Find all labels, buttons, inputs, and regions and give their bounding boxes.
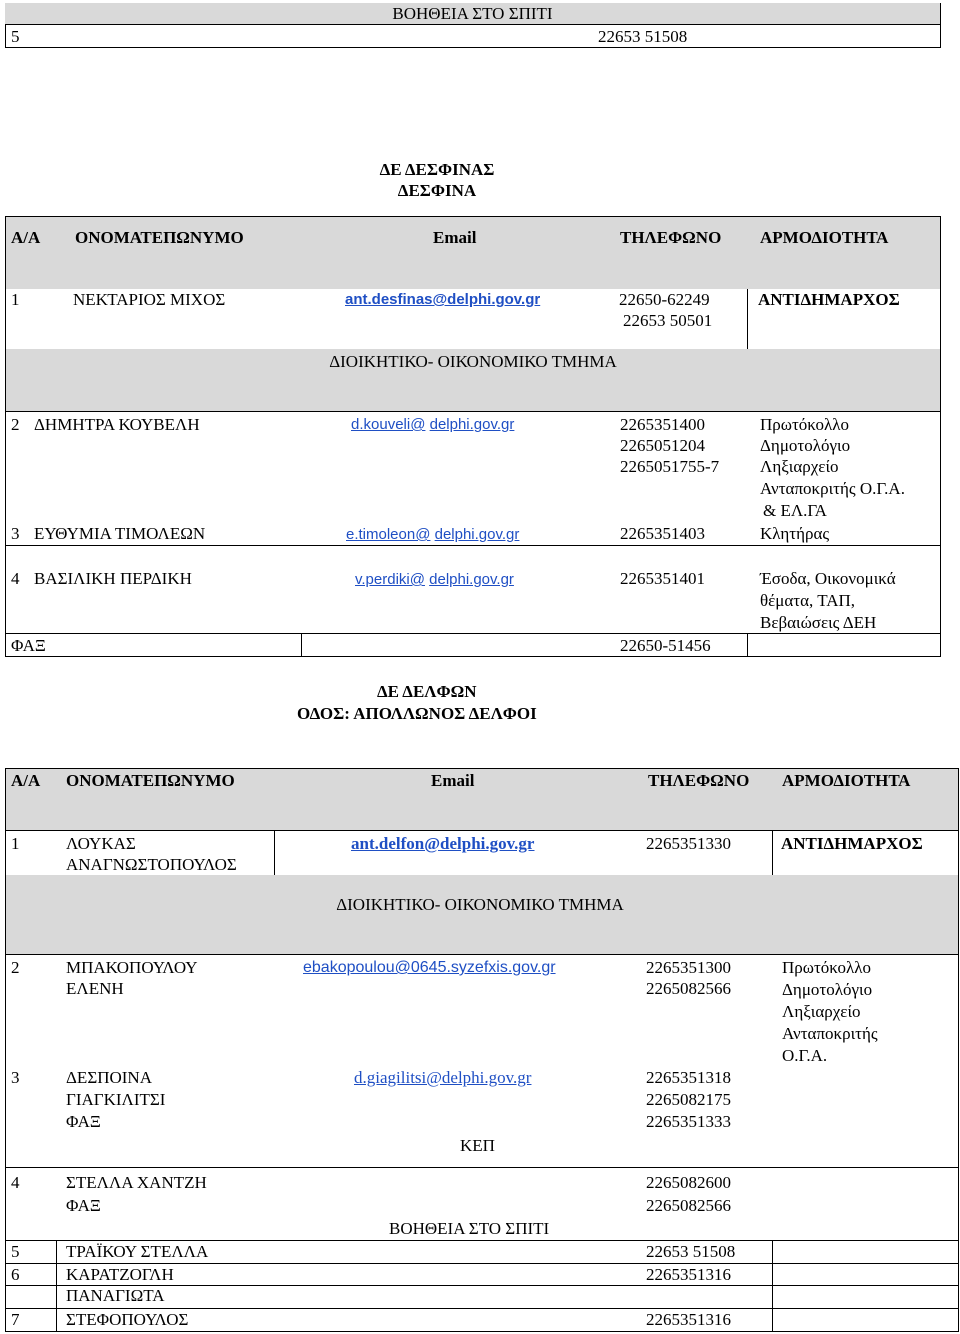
desfinas-fax-label: ΦΑΞ bbox=[11, 636, 46, 655]
desfinas-row2-role-2: Δημοτολόγιο bbox=[760, 436, 851, 455]
desfinas-row4-role-2: θέματα, ΤΑΠ, bbox=[760, 591, 856, 610]
delfon-fax2-label: ΦΑΞ bbox=[66, 1196, 101, 1215]
delfon-fax1-label: ΦΑΞ bbox=[66, 1112, 101, 1131]
delfon-row7-name: ΣΤΕΦΟΠΟΥΛΟΣ bbox=[66, 1310, 189, 1329]
delfon-row6-name-1: ΚΑΡΑΤΖΟΓΛΗ bbox=[66, 1265, 174, 1284]
desfinas-head-phone-1: 22650-62249 bbox=[619, 290, 710, 309]
delfon-row5-no: 5 bbox=[11, 1242, 20, 1261]
desfinas-row2-name: ΔΗΜΗΤΡΑ ΚΟΥΒΕΛΗ bbox=[34, 415, 200, 434]
desfinas-row2-role-5: & ΕΛ.ΓΑ bbox=[763, 501, 827, 520]
desfinas-row4-role-1: Έσοδα, Οικονομικά bbox=[760, 569, 896, 588]
desfinas-row2-email-user-link[interactable]: d.kouveli@ bbox=[351, 416, 426, 433]
delfon-head-name-1: ΛΟΥΚΑΣ bbox=[66, 834, 136, 853]
desfinas-head-email-link[interactable]: ant.desfinas@delphi.gov.gr bbox=[345, 291, 541, 308]
delfon-head-no: 1 bbox=[11, 834, 20, 853]
desfinas-row3-no: 3 bbox=[11, 524, 20, 543]
delfon-fax2-phone: 2265082566 bbox=[646, 1196, 731, 1215]
top-row-no: 5 bbox=[11, 27, 20, 46]
delfon-row2-role-1: Πρωτόκολλο bbox=[782, 958, 871, 977]
desfinas-header-phone: ΤΗΛΕΦΩΝΟ bbox=[620, 228, 722, 247]
desfinas-row2-no: 2 bbox=[11, 415, 20, 434]
delfon-section-title: ΔΙΟΙΚΗΤΙΚΟ- ΟΙΚΟΝΟΜΙΚΟ ΤΜΗΜΑ bbox=[336, 895, 624, 914]
delfon-row3-phone-2: 2265082175 bbox=[646, 1090, 731, 1109]
desfinas-row4-email bbox=[355, 569, 514, 590]
delfon-row2-phone-1: 2265351300 bbox=[646, 958, 731, 977]
desfinas-row2-role-1: Πρωτόκολλο bbox=[760, 415, 849, 434]
delfon-row2-no: 2 bbox=[11, 958, 20, 977]
desfinas-row3-email bbox=[346, 524, 519, 545]
desfinas-row4-role-3: Βεβαιώσεις ΔΕΗ bbox=[760, 613, 877, 632]
delfon-row7-phone: 2265351316 bbox=[646, 1310, 731, 1329]
desfinas-head-name: ΝΕΚΤΑΡΙΟΣ ΜΙΧΟΣ bbox=[73, 290, 226, 309]
delfon-row3-name-2: ΓΙΑΓΚΙΛΙΤΣΙ bbox=[66, 1090, 166, 1109]
desfinas-row2-phone-2: 2265051204 bbox=[620, 436, 705, 455]
delfon-row3-name-1: ΔΕΣΠΟΙΝΑ bbox=[66, 1068, 152, 1087]
desfinas-header-name: ΟΝΟΜΑΤΕΠΩΝΥΜΟ bbox=[75, 228, 244, 247]
delfon-row3-email-link[interactable]: d.giagilitsi@delphi.gov.gr bbox=[354, 1068, 532, 1087]
desfinas-row2-role-3: Ληξιαρχείο bbox=[760, 457, 839, 476]
desfinas-row3-email-user-link[interactable]: e.timoleon@ bbox=[346, 526, 431, 543]
desfinas-row3-email-domain-link[interactable]: delphi.gov.gr bbox=[434, 526, 520, 543]
desfinas-title: ΔΕ ΔΕΣΦΙΝΑΣ bbox=[379, 160, 495, 179]
delfon-row2-phone-2: 2265082566 bbox=[646, 979, 731, 998]
desfinas-row2-phone-3: 2265051755-7 bbox=[620, 457, 720, 476]
delfon-row7-no: 7 bbox=[11, 1310, 20, 1329]
top-section-label: ΒΟΗΘΕΙΑ ΣΤΟ ΣΠΙΤΙ bbox=[392, 4, 553, 23]
delfon-row2-role-2: Δημοτολόγιο bbox=[782, 980, 873, 999]
delfon-fax1-phone: 2265351333 bbox=[646, 1112, 731, 1131]
desfinas-row2-role-4: Ανταποκριτής Ο.Γ.Α. bbox=[760, 479, 905, 498]
desfinas-row4-email-domain-link[interactable]: delphi.gov.gr bbox=[429, 571, 514, 588]
delfon-header-aa: Α/Α bbox=[11, 771, 41, 790]
delfon-header-name: ΟΝΟΜΑΤΕΠΩΝΥΜΟ bbox=[66, 771, 235, 790]
desfinas-header-role: ΑΡΜΟΔΙΟΤΗΤΑ bbox=[760, 228, 889, 247]
desfinas-head-role: ΑΝΤΙΔΗΜΑΡΧΟΣ bbox=[758, 290, 900, 309]
delfon-row2-role-3: Ληξιαρχείο bbox=[782, 1002, 861, 1021]
delfon-row4-name: ΣΤΕΛΛΑ ΧΑΝΤΖΗ bbox=[66, 1173, 207, 1192]
delfon-head-email-link[interactable]: ant.delfon@delphi.gov.gr bbox=[351, 834, 535, 853]
delfon-row2-role-5: Ο.Γ.Α. bbox=[782, 1046, 828, 1065]
desfinas-row2-email bbox=[351, 414, 514, 435]
desfinas-head-no: 1 bbox=[11, 290, 20, 309]
desfinas-row3-name: ΕΥΘΥΜΙΑ ΤΙΜΟΛΕΩΝ bbox=[34, 524, 206, 543]
delfon-kep-title: ΚΕΠ bbox=[460, 1136, 495, 1155]
delfon-row4-no: 4 bbox=[11, 1173, 20, 1192]
desfinas-header-email: Email bbox=[433, 228, 477, 247]
desfinas-row4-phone: 2265351401 bbox=[620, 569, 705, 588]
desfinas-row4-email-user-link[interactable]: v.perdiki@ bbox=[355, 571, 425, 588]
delfon-row6-no: 6 bbox=[11, 1265, 20, 1284]
delfon-row6-name-2: ΠΑΝΑΓΙΩΤΑ bbox=[66, 1286, 165, 1305]
desfinas-row2-email-domain-link[interactable]: delphi.gov.gr bbox=[429, 416, 515, 433]
top-phone: 22653 51508 bbox=[598, 27, 688, 46]
desfinas-fax-phone: 22650-51456 bbox=[620, 636, 711, 655]
delfon-row3-no: 3 bbox=[11, 1068, 20, 1087]
delfon-head-phone: 2265351330 bbox=[646, 834, 731, 853]
desfinas-row2-phone-1: 2265351400 bbox=[620, 415, 705, 434]
desfinas-row3-phone: 2265351403 bbox=[620, 524, 705, 543]
delfon-row4-phone: 2265082600 bbox=[646, 1173, 731, 1192]
delfon-title: ΔΕ ΔΕΛΦΩΝ bbox=[377, 682, 477, 701]
desfinas-subtitle: ΔΕΣΦΙΝΑ bbox=[397, 181, 477, 200]
delfon-row5-name: ΤΡΑΪΚΟΥ ΣΤΕΛΛΑ bbox=[66, 1242, 209, 1261]
delfon-row5-phone: 22653 51508 bbox=[646, 1242, 736, 1261]
delfon-row2-email-link[interactable]: ebakopoulou@0645.syzefxis.gov.gr bbox=[303, 959, 556, 976]
delfon-row6-phone: 2265351316 bbox=[646, 1265, 731, 1284]
delfon-header-email: Email bbox=[431, 771, 475, 790]
desfinas-head-phone-2: 22653 50501 bbox=[623, 311, 713, 330]
desfinas-header-aa: Α/Α bbox=[11, 228, 41, 247]
desfinas-row3-role: Κλητήρας bbox=[760, 524, 830, 543]
delfon-header-role: ΑΡΜΟΔΙΟΤΗΤΑ bbox=[782, 771, 911, 790]
delfon-row2-role-4: Ανταποκριτής bbox=[782, 1024, 878, 1043]
delfon-head-name-2: ΑΝΑΓΝΩΣΤΟΠΟΥΛΟΣ bbox=[66, 855, 237, 874]
delfon-header-phone: ΤΗΛΕΦΩΝΟ bbox=[648, 771, 750, 790]
delfon-row3-phone-1: 2265351318 bbox=[646, 1068, 731, 1087]
delfon-head-role: ΑΝΤΙΔΗΜΑΡΧΟΣ bbox=[781, 834, 923, 853]
desfinas-row4-name: ΒΑΣΙΛΙΚΗ ΠΕΡΔΙΚΗ bbox=[34, 569, 192, 588]
delfon-row2-name-2: ΕΛΕΝΗ bbox=[66, 979, 124, 998]
delfon-row2-name-1: ΜΠΑΚΟΠΟΥΛΟΥ bbox=[66, 958, 198, 977]
delfon-address: ΟΔΟΣ: ΑΠΟΛΛΩΝΟΣ ΔΕΛΦΟΙ bbox=[297, 704, 537, 723]
desfinas-row4-no: 4 bbox=[11, 569, 20, 588]
delfon-help-title: ΒΟΗΘΕΙΑ ΣΤΟ ΣΠΙΤΙ bbox=[389, 1219, 550, 1238]
desfinas-section-title: ΔΙΟΙΚΗΤΙΚΟ- ΟΙΚΟΝΟΜΙΚΟ ΤΜΗΜΑ bbox=[329, 352, 617, 371]
